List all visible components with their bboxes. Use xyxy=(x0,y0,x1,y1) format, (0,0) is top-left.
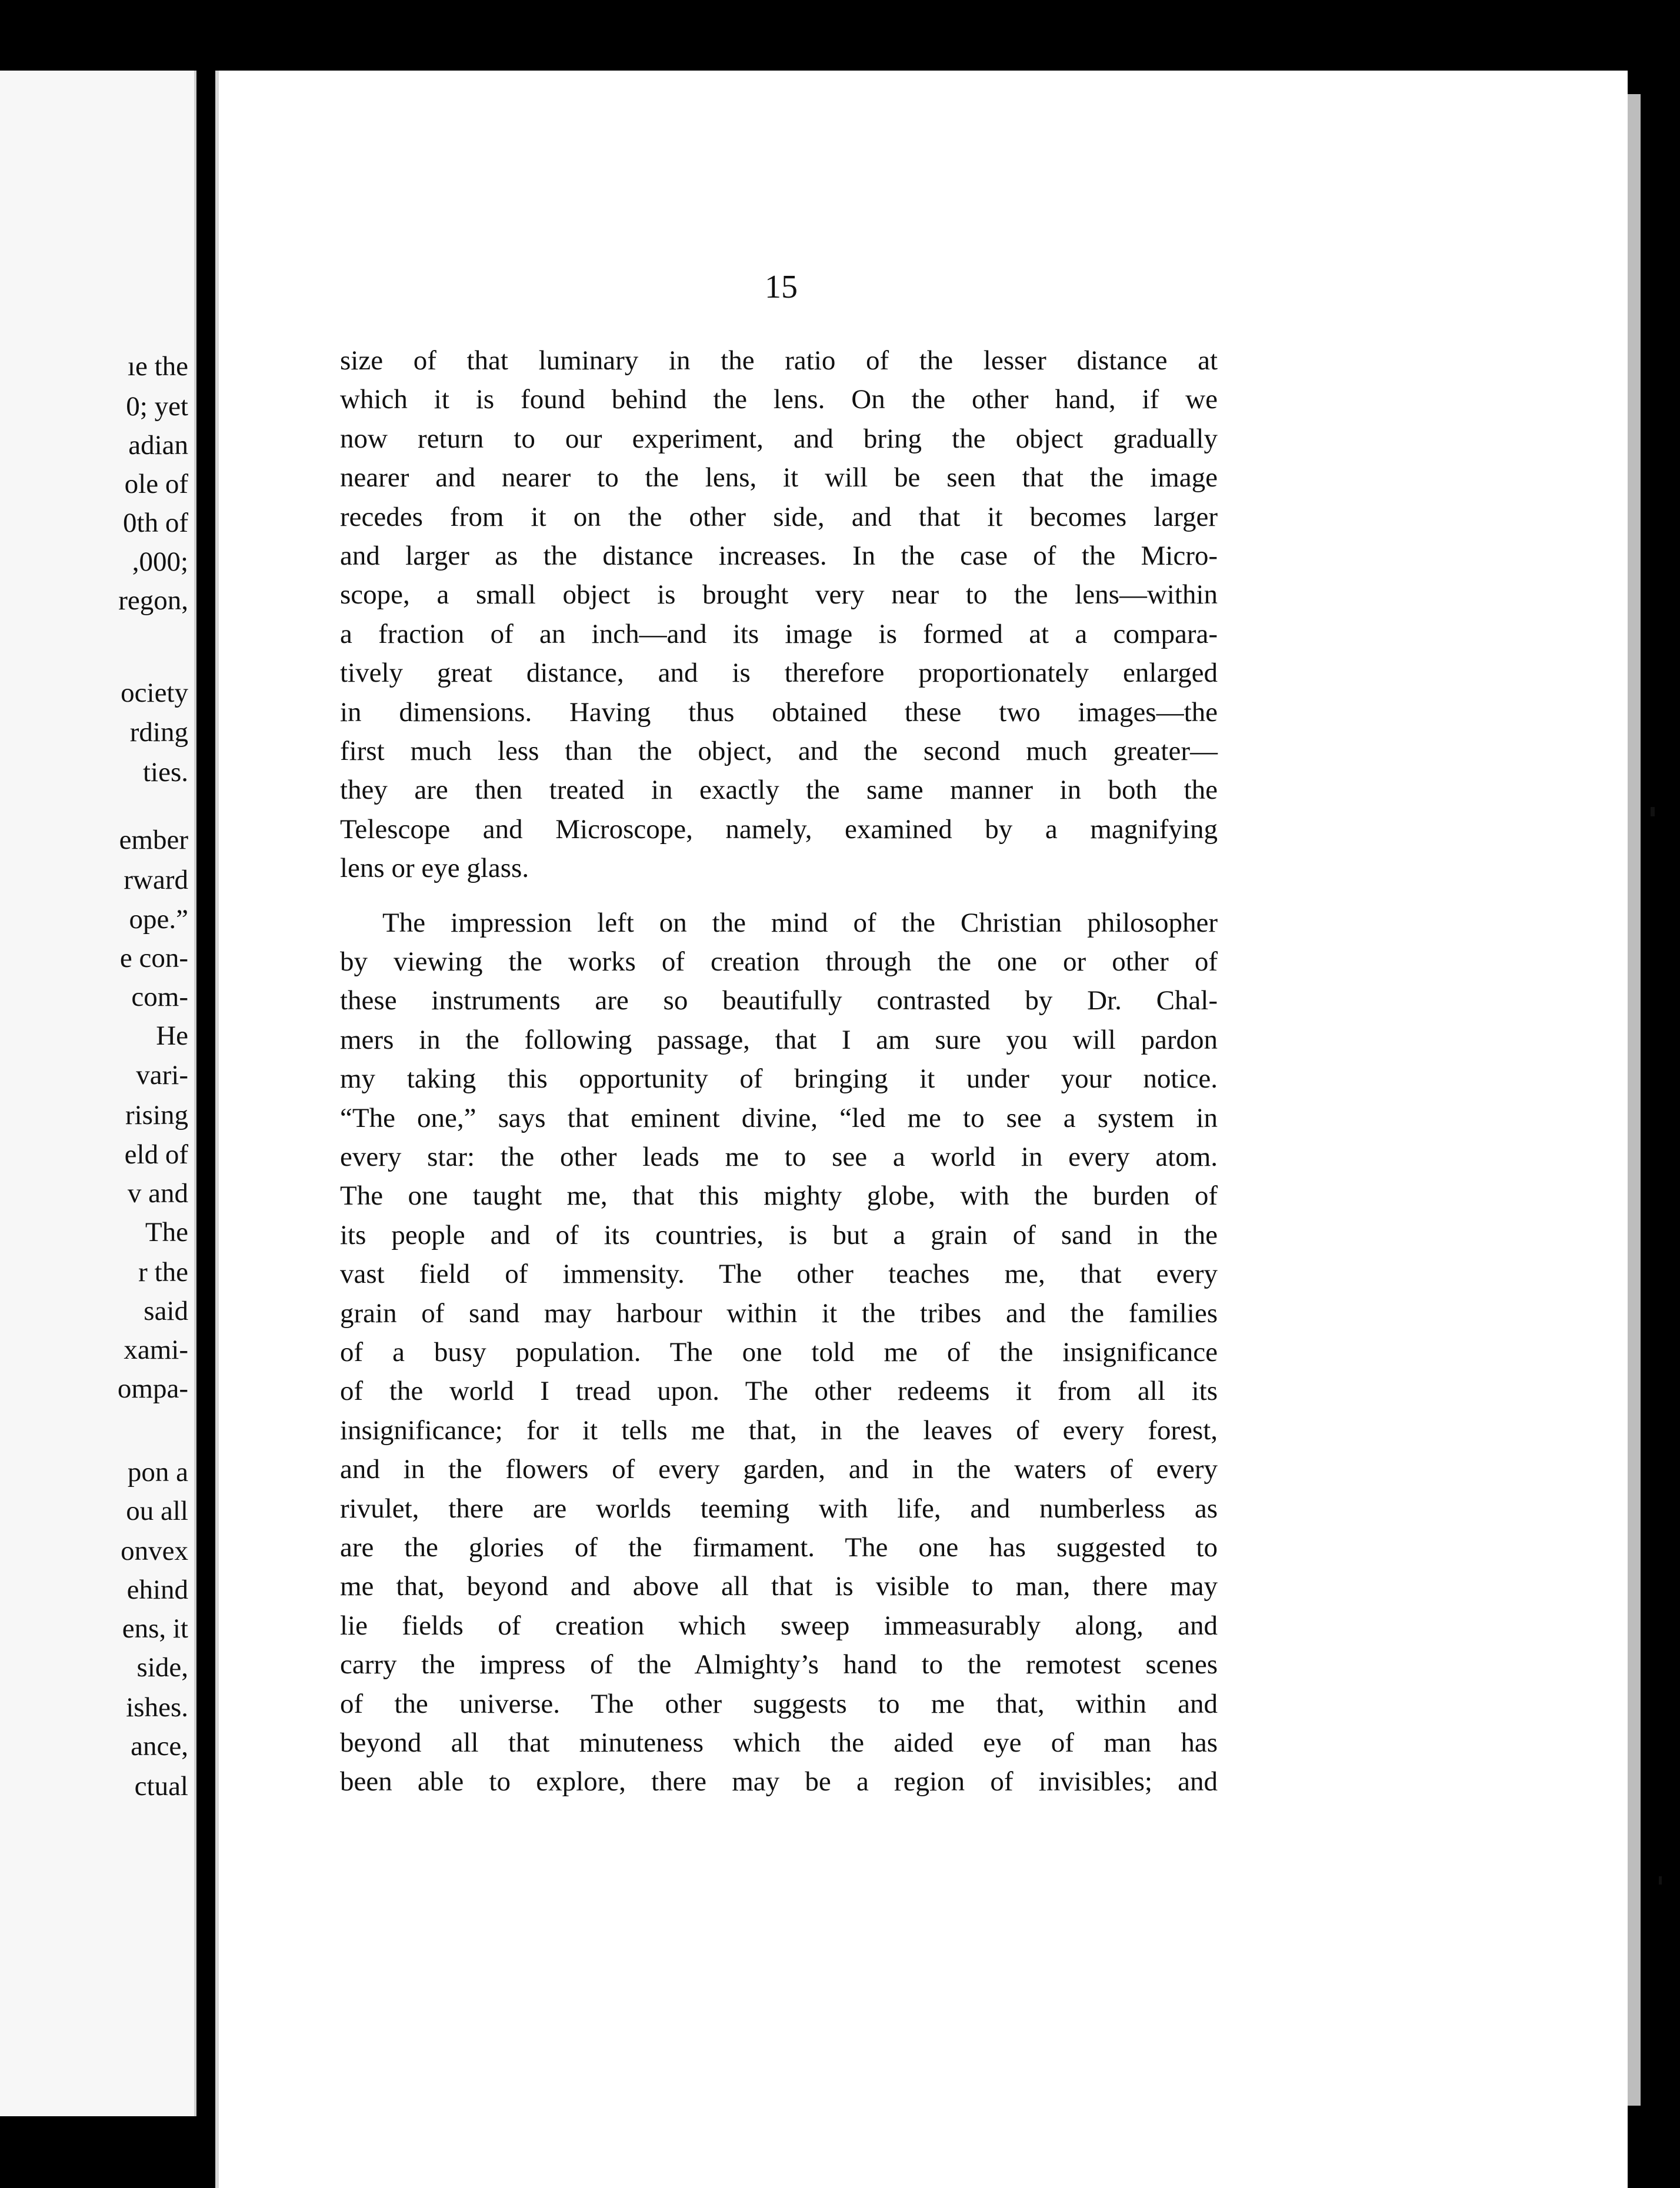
left-page-line: 0th of xyxy=(123,508,188,538)
text-line: tively great distance, and is therefore proportionately enlarged xyxy=(340,658,1218,689)
margin-mark xyxy=(1651,807,1655,816)
text-line: grain of sand may harbour within it the tribes and the families xyxy=(340,1298,1218,1329)
left-page-line: side, xyxy=(136,1652,188,1683)
left-page-line: ehind xyxy=(126,1575,188,1605)
left-page-line: ember xyxy=(119,825,188,855)
text-line: its people and of its countries, is but a grain of sand in the xyxy=(340,1219,1218,1250)
left-page-line: ens, it xyxy=(122,1613,188,1644)
text-line: they are then treated in exactly the same manner in both the xyxy=(340,775,1218,806)
text-line: are the glories of the firmament. The one has suggested to xyxy=(340,1532,1218,1563)
left-page-line: v and xyxy=(127,1178,188,1209)
text-line: vast field of immensity. The other teaches me, that every xyxy=(340,1259,1218,1290)
left-page-line: ishes. xyxy=(126,1692,188,1723)
left-page-line: ou all xyxy=(126,1496,188,1526)
text-line: first much less than the object, and the second much greater— xyxy=(340,736,1218,766)
text-line: these instruments are so beautifully contrasted by Dr. Chal- xyxy=(340,985,1218,1016)
page-number: 15 xyxy=(765,269,798,305)
text-line: which it is found behind the lens. On the other hand, if we xyxy=(340,384,1218,415)
text-line: scope, a small object is brought very near to the lens—within xyxy=(340,579,1218,611)
left-page-line: adian xyxy=(128,430,188,461)
left-page-line: pon a xyxy=(127,1457,188,1487)
left-page-line: rising xyxy=(125,1100,188,1130)
left-page-line: ociety xyxy=(121,678,188,708)
text-line: The impression left on the mind of the Christian philosopher xyxy=(382,907,1218,938)
left-page-line: ,000; xyxy=(132,546,188,577)
left-page-line: 0; yet xyxy=(126,391,188,422)
text-line: carry the impress of the Almighty’s hand to the remotest scenes xyxy=(340,1649,1218,1680)
text-line: my taking this opportunity of bringing it under your notice. xyxy=(340,1063,1218,1095)
text-line: now return to our experiment, and bring the object gradually xyxy=(340,423,1218,454)
left-page-line: ctual xyxy=(134,1771,188,1802)
text-line: and larger as the distance increases. In the case of the Micro- xyxy=(340,541,1218,571)
page-edge-shadow xyxy=(1628,94,1641,2106)
left-page-line: said xyxy=(144,1296,188,1326)
text-line: mers in the following passage, that I am sure you will pardon xyxy=(340,1024,1218,1055)
left-page-line: ole of xyxy=(124,469,188,499)
text-line: “The one,” says that eminent divine, “led me to see a system in xyxy=(340,1102,1218,1133)
text-line: rivulet, there are worlds teeming with life, and numberless as xyxy=(340,1493,1218,1524)
left-page-line: He xyxy=(156,1020,188,1051)
text-line: every star: the other leads me to see a world in every atom. xyxy=(340,1142,1218,1172)
left-page-line: The xyxy=(145,1217,188,1248)
left-page-line: com- xyxy=(131,982,188,1012)
text-line: by viewing the works of creation through the one or other of xyxy=(340,946,1218,977)
text-line: and in the flowers of every garden, and in the waters of every xyxy=(340,1454,1218,1485)
text-line: recedes from it on the other side, and that it becomes larger xyxy=(340,501,1218,532)
margin-mark xyxy=(1659,1876,1662,1885)
left-page-line: r the xyxy=(138,1257,188,1288)
text-line: size of that luminary in the ratio of the lesser distance at xyxy=(340,345,1218,376)
left-page-line: ance, xyxy=(131,1731,188,1762)
text-line: of the universe. The other suggests to me that, within and xyxy=(340,1688,1218,1719)
text-line: insignificance; for it tells me that, in the leaves of every forest, xyxy=(340,1415,1218,1446)
text-line: The one taught me, that this mighty globe, with the burden of xyxy=(340,1180,1218,1212)
text-line: Telescope and Microscope, namely, examined by a magnifying xyxy=(340,813,1218,845)
left-page-line: onvex xyxy=(121,1536,188,1566)
text-line: nearer and nearer to the lens, it will be seen that the image xyxy=(340,462,1218,493)
left-page-fragment xyxy=(0,71,196,2116)
left-page-line: ıe the xyxy=(127,351,188,382)
text-line: in dimensions. Having thus obtained these two images—the xyxy=(340,696,1218,728)
text-line: lens or eye glass. xyxy=(340,853,529,884)
text-line: been able to explore, there may be a region of invisibles; and xyxy=(340,1766,1218,1797)
text-line: beyond all that minuteness which the aided eye of man has xyxy=(340,1727,1218,1758)
text-line: me that, beyond and above all that is visible to man, there may xyxy=(340,1571,1218,1602)
text-line: a fraction of an inch—and its image is formed at a compara- xyxy=(340,618,1218,649)
left-page-line: e con- xyxy=(119,943,188,973)
text-line: of the world I tread upon. The other redeems it from all its xyxy=(340,1376,1218,1407)
left-page-line: ties. xyxy=(142,757,188,788)
left-page-line: rding xyxy=(129,717,188,748)
left-page-line: regon, xyxy=(118,585,188,616)
left-page-line: eld of xyxy=(124,1139,188,1170)
left-page-line: ope.” xyxy=(129,904,188,935)
text-line: lie fields of creation which sweep immeasurably along, and xyxy=(340,1610,1218,1641)
left-page-line: rward xyxy=(124,865,188,895)
text-line: of a busy population. The one told me of the insignificance xyxy=(340,1337,1218,1368)
left-page-line: vari- xyxy=(136,1060,188,1090)
left-page-line: xami- xyxy=(124,1335,188,1365)
left-page-line: ompa- xyxy=(117,1373,188,1404)
